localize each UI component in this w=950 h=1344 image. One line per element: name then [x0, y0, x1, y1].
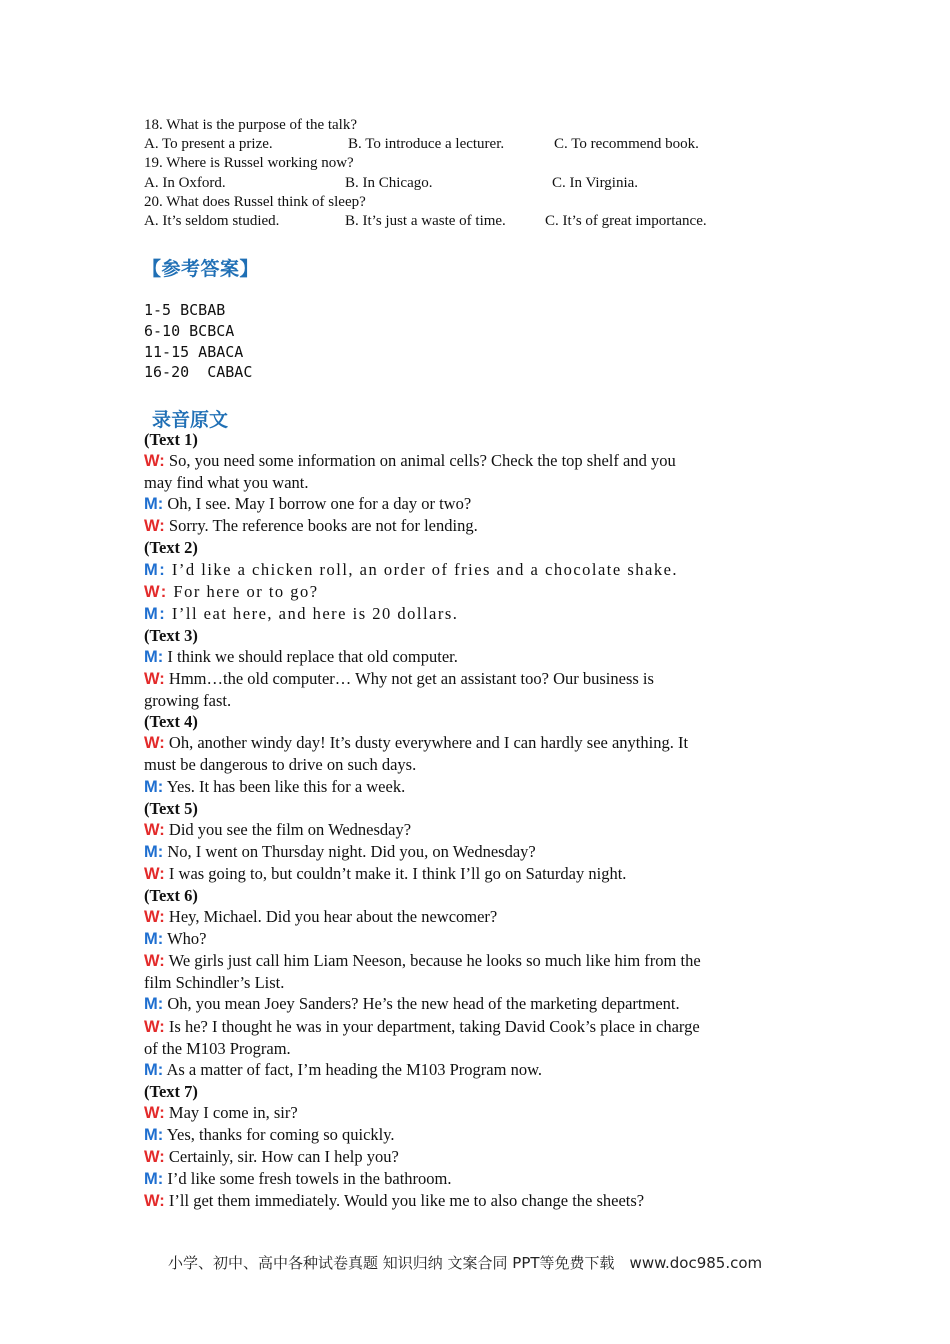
dialogue-line: [144, 1146, 806, 1168]
question-options-20: [144, 212, 824, 231]
dialogue-text: Hey, Michael. Did you hear about the newcomer?: [168, 907, 498, 927]
answer-row: 1-5 BCBAB: [144, 301, 226, 319]
dialogue-line: [144, 841, 806, 863]
text-heading: (Text 4): [144, 712, 198, 732]
dialogue-text: growing fast.: [144, 691, 232, 711]
dialogue-text: film Schindler’s List.: [144, 973, 285, 993]
speaker-woman-label: W:: [144, 820, 165, 839]
dialogue-line: [144, 928, 806, 950]
dialogue-text: Yes, thanks for coming so quickly.: [166, 1125, 395, 1144]
dialogue-text: Yes. It has been like this for a week.: [166, 776, 406, 796]
option-18-c: C. To recommend book.: [554, 136, 699, 153]
answer-row: 11-15 ABACA: [144, 342, 244, 361]
dialogue-text: I’d like some fresh towels in the bathroom.: [167, 1169, 452, 1189]
speaker-woman-label: W:: [144, 1103, 165, 1122]
dialogue-text: For here or to go?: [173, 581, 319, 601]
dialogue-line: [144, 993, 806, 1015]
text-heading: (Text 7): [144, 1081, 198, 1101]
dialogue-line: [144, 646, 806, 668]
transcript-heading: 录音原文: [152, 409, 229, 431]
question-list: [144, 116, 824, 231]
dialogue-line: [144, 581, 806, 603]
speaker-man-label: M:: [144, 647, 164, 666]
speaker-woman-label: W:: [144, 908, 165, 927]
dialogue-line: [144, 450, 806, 472]
speaker-woman-label: W:: [144, 1192, 165, 1211]
option-19-b: B. In Chicago.: [345, 174, 433, 191]
dialogue-line: [144, 668, 806, 690]
option-19-a: A. In Oxford.: [144, 174, 226, 191]
dialogue-text: I think we should replace that old computer.: [167, 646, 458, 666]
dialogue-text: Who?: [167, 929, 207, 949]
speaker-man-label: M:: [144, 560, 167, 579]
speaker-woman-label: W:: [144, 670, 165, 689]
dialogue-text: I was going to, but couldn’t make it. I think I’ll go on Saturday night.: [168, 863, 627, 883]
dialogue-line: [144, 1168, 806, 1190]
text-heading: (Text 5): [144, 798, 198, 818]
speaker-man-label: M:: [144, 495, 164, 514]
speaker-woman-label: W:: [144, 1148, 165, 1167]
dialogue-line: [144, 603, 806, 625]
dialogue-text: I’ll eat here, and here is 20 dollars.: [171, 603, 459, 623]
dialogue-text: Is he? I thought he was in your department, taking David Cook’s place in charge: [168, 1016, 700, 1036]
dialogue-text: Oh, another windy day! It’s dusty everywhere and I can hardly see anything. It: [168, 733, 689, 753]
question-options-19: [144, 174, 824, 193]
text-heading: (Text 6): [144, 885, 198, 905]
speaker-woman-label: W:: [144, 952, 165, 971]
dialogue-text: Hmm…the old computer… Why not get an assistant too? Our business is: [168, 669, 654, 689]
dialogue-text: must be dangerous to drive on such days.: [144, 755, 417, 775]
speaker-woman-label: W:: [144, 452, 165, 471]
dialogue-text: As a matter of fact, I’m heading the M103 Program now.: [166, 1059, 543, 1079]
dialogue-continuation: [144, 472, 806, 493]
speaker-man-label: M:: [144, 1126, 164, 1144]
dialogue-line: [144, 1124, 806, 1146]
dialogue-continuation: [144, 1038, 806, 1059]
dialogue-text: Oh, I see. May I borrow one for a day or two?: [167, 494, 472, 514]
dialogue-text: So, you need some information on animal cells? Check the top shelf and you: [168, 451, 676, 471]
speaker-man-label: M:: [144, 995, 164, 1014]
option-18-a: A. To present a prize.: [144, 136, 273, 153]
dialogue-line: [144, 906, 806, 928]
dialogue-line: [144, 1016, 806, 1038]
question-stem-20: 20. What does Russel think of sleep?: [144, 193, 366, 210]
speaker-man-label: M:: [144, 842, 164, 861]
text-heading: (Text 1): [144, 430, 198, 449]
dialogue-line: [144, 863, 806, 885]
dialogue-text: I’d like a chicken roll, an order of fries and a chocolate shake.: [171, 559, 679, 579]
speaker-woman-label: W:: [144, 864, 165, 883]
dialogue-text: May I come in, sir?: [168, 1102, 298, 1122]
option-18-b: B. To introduce a lecturer.: [348, 136, 505, 153]
dialogue-text: Oh, you mean Joey Sanders? He’s the new head of the marketing department.: [167, 994, 680, 1014]
question-options-18: [144, 135, 824, 154]
dialogue-text: No, I went on Thursday night. Did you, on Wednesday?: [167, 841, 536, 861]
speaker-woman-label: W:: [144, 517, 165, 536]
dialogue-text: Sorry. The reference books are not for lending.: [168, 516, 478, 536]
dialogue-continuation: [144, 972, 806, 993]
speaker-woman-label: W:: [144, 582, 168, 601]
dialogue-text: I’ll get them immediately. Would you like me to also change the sheets?: [168, 1191, 645, 1211]
dialogue-text: may find what you want.: [144, 473, 309, 493]
transcript: [144, 429, 806, 1212]
answer-row: 6-10 BCBCA: [144, 321, 235, 340]
speaker-man-label: M:: [144, 1170, 164, 1189]
option-20-c: C. It’s of great importance.: [545, 212, 707, 229]
dialogue-text: Did you see the film on Wednesday?: [168, 819, 412, 839]
dialogue-line: [144, 515, 806, 537]
speaker-man-label: M:: [144, 604, 167, 623]
dialogue-line: [144, 1059, 806, 1081]
dialogue-continuation: [144, 754, 806, 775]
dialogue-line: [144, 559, 806, 581]
speaker-man-label: M:: [144, 1060, 164, 1079]
dialogue-line: [144, 819, 806, 841]
option-20-b: B. It’s just a waste of time.: [345, 212, 506, 229]
dialogue-line: [144, 493, 806, 515]
speaker-man-label: M:: [144, 777, 164, 796]
text-heading: (Text 3): [144, 625, 198, 645]
question-stem-18: 18. What is the purpose of the talk?: [144, 117, 358, 133]
dialogue-line: [144, 776, 806, 798]
text-heading: (Text 2): [144, 538, 198, 558]
dialogue-line: [144, 1102, 806, 1124]
speaker-woman-label: W:: [144, 1017, 165, 1036]
footer-note: 小学、初中、高中各种试卷真题 知识归纳 文案合同 PPT等免费下载 www.doc985.com: [168, 1254, 763, 1272]
speaker-woman-label: W:: [144, 734, 165, 753]
question-stem-19: 19. Where is Russel working now?: [144, 155, 354, 172]
answer-key-heading: 【参考答案】: [142, 258, 260, 280]
option-20-a: A. It’s seldom studied.: [144, 212, 280, 229]
dialogue-text: Certainly, sir. How can I help you?: [168, 1147, 399, 1167]
dialogue-line: [144, 1190, 806, 1212]
dialogue-continuation: [144, 690, 806, 711]
dialogue-line: [144, 732, 806, 754]
dialogue-text: of the M103 Program.: [144, 1038, 291, 1058]
dialogue-line: [144, 950, 806, 972]
speaker-man-label: M:: [144, 930, 164, 949]
answer-key: [144, 300, 252, 383]
option-19-c: C. In Virginia.: [552, 174, 639, 191]
dialogue-text: We girls just call him Liam Neeson, because he looks so much like him from the: [168, 951, 701, 971]
answer-row: 16-20 CABAC: [144, 363, 253, 382]
